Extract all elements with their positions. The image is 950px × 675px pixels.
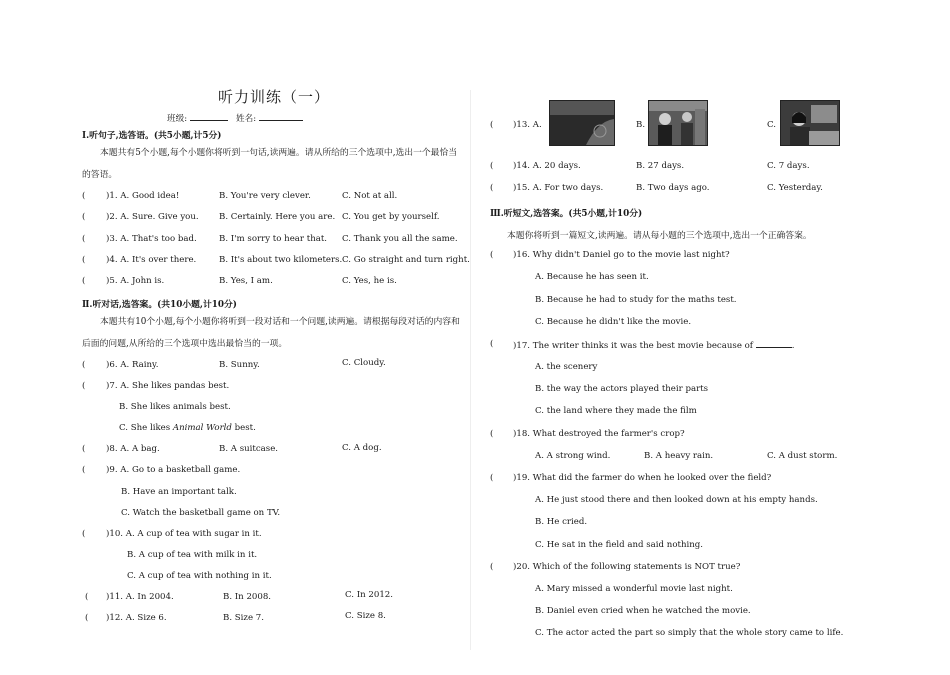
q12-option-b: B. Size 7. [223,613,264,623]
q9-option-b: B. Have an important talk. [121,487,237,497]
q19-option-a: A. He just stood there and then looked down at his empty hands. [535,495,818,505]
section3-instruction: 本题你将听到一篇短文,读两遍。请从每小题的三个选项中,选出一个正确答案。 [507,231,812,241]
option-a: A. That's too bad. [120,234,197,244]
q17-option-c: C. the land where they made the film [535,406,697,416]
q15-option-a: )15. A. For two days. [513,183,604,193]
q20-option-a: A. Mary missed a wonderful movie last night. [535,584,733,594]
option-a: A. It's over there. [120,255,197,265]
q9-option-c: C. Watch the basketball game on TV. [121,508,281,518]
q10-option-b: B. A cup of tea with milk in it. [127,550,258,560]
q9-option-a: )9. A. Go to a basketball game. [106,465,241,475]
q14-option-b: B. 27 days. [636,161,685,171]
option-c: C. Thank you all the same. [342,234,458,244]
q12-option-c: C. Size 8. [345,611,386,621]
option-c: C. You get by yourself. [342,212,440,222]
q16-question: )16. Why didn't Daniel go to the movie last night? [513,250,730,260]
question-row: ( [82,255,86,265]
q18-option-a: A. A strong wind. [535,451,611,461]
section1-instruction: 本题共有5个小题,每个小题你将听到一句话,读两遍。请从所给的三个选项中,选出一个最恰当的答语。 [82,148,458,180]
q10-option-c: C. A cup of tea with nothing in it. [127,571,272,581]
q11-option-c: C. In 2012. [345,590,393,600]
q15-option-c: C. Yesterday. [767,183,823,193]
q7-option-c: C. She likes Animal World best. [119,423,256,433]
section2-header: Ⅱ.听对话,选答案。(共10小题,计10分) [82,300,237,310]
people-photo-image [648,100,708,146]
q8-option-c: C. A dog. [342,443,382,453]
basketball-photo-image [549,100,615,146]
q18-question: )18. What destroyed the farmer's crop? [513,429,685,439]
name-blank [259,112,303,121]
student-info-line [167,112,303,124]
column-divider [470,90,471,650]
q17-option-a: A. the scenery [535,362,598,372]
q17-option-b: B. the way the actors played their parts [535,384,709,394]
question-row: ( [82,191,86,201]
section1-header: Ⅰ.听句子,选答语。(共5小题,计5分) [82,131,222,141]
q19-question: )19. What did the farmer do when he looked over the field? [513,473,772,483]
q6-option-a: )6. A. Rainy. [106,360,159,370]
q16-option-c: C. Because he didn't like the movie. [535,317,692,327]
q20-option-c: C. The actor acted the part so simply that the whole story came to life. [535,628,844,638]
q8-option-a: )8. A. A bag. [106,444,160,454]
q7-option-a: )7. A. She likes pandas best. [106,381,230,391]
option-b: B. It's about two kilometers. [219,255,343,265]
question-row: ( [82,212,86,222]
section3-header: Ⅲ.听短文,选答案。(共5小题,计10分) [490,209,643,219]
q6-option-b: B. Sunny. [219,360,260,370]
option-b: B. You're very clever. [219,191,311,201]
option-b: B. I'm sorry to hear that. [219,234,328,244]
option-a: A. Sure. Give you. [120,212,199,222]
option-b: B. Certainly. Here you are. [219,212,336,222]
q12-option-a: )12. A. Size 6. [106,613,167,623]
option-a: A. John is. [120,276,165,286]
class-label: 班级: [167,114,188,124]
option-b: B. Yes, I am. [219,276,273,286]
q10-option-a: )10. A. A cup of tea with sugar in it. [106,529,262,539]
answer-blank [756,339,792,348]
option-c: C. Yes, he is. [342,276,397,286]
q16-option-b: B. Because he had to study for the maths test. [535,295,737,305]
q20-question: )20. Which of the following statements is NOT true? [513,562,741,572]
q11-option-b: B. In 2008. [223,592,272,602]
q18-option-b: B. A heavy rain. [644,451,714,461]
q14-option-a: )14. A. 20 days. [513,161,581,171]
q19-option-b: B. He cried. [535,517,588,527]
question-row: ( [82,234,86,244]
q16-option-a: A. Because he has seen it. [535,272,649,282]
option-c: C. Go straight and turn right. [342,255,470,265]
q14-option-c: C. 7 days. [767,161,810,171]
question-row: ( [82,276,86,286]
class-blank [190,112,228,121]
q11-option-a: )11. A. In 2004. [106,592,174,602]
q6-option-c: C. Cloudy. [342,358,386,368]
name-label: 姓名: [236,114,257,124]
q19-option-c: C. He sat in the field and said nothing. [535,540,704,550]
q20-option-b: B. Daniel even cried when he watched the movie. [535,606,751,616]
page-title: 听力训练（一） [218,88,331,106]
q15-option-b: B. Two days ago. [636,183,710,193]
q18-option-c: C. A dust storm. [767,451,838,461]
option-a: A. Good idea! [120,191,180,201]
q7-option-b: B. She likes animals best. [119,402,231,412]
section2-instruction: 本题共有10个小题,每个小题你将听到一段对话和一个问题,读两遍。请根据每段对话的内容和后面的问题,从所给的三个选项中选出最恰当的一项。 [82,317,460,349]
option-c: C. Not at all. [342,191,398,201]
q8-option-b: B. A suitcase. [219,444,279,454]
girl-at-desk-photo-image [780,100,840,146]
q17-question: )17. The writer thinks it was the best movie because of . [513,341,795,351]
